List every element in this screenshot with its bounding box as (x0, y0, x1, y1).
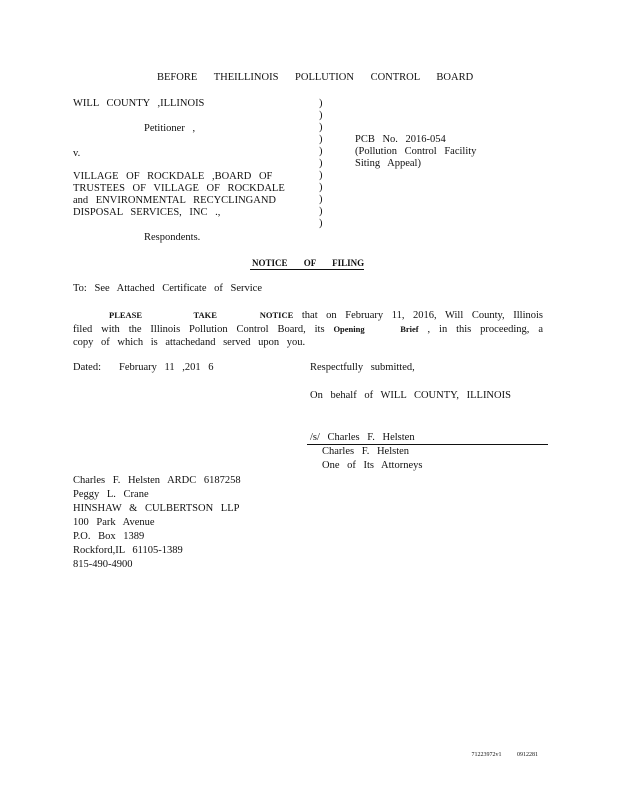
signature-role: One of Its Attorneys (322, 460, 423, 471)
versus-label: v. (73, 148, 81, 159)
attorney-block (73, 474, 241, 572)
case-type-line: (Pollution Control Facility (355, 146, 477, 157)
attorney-line: Charles F. Helsten ARDC 6187258 (73, 475, 241, 486)
respondents-label: Respondents. (144, 232, 201, 243)
caption-paren: ) (319, 110, 323, 121)
caption-paren: ) (319, 122, 323, 133)
respondents-line: TRUSTEES OF VILLAGE OF ROCKDALE (73, 183, 285, 194)
attorney-line: 100 Park Avenue (73, 517, 155, 528)
petitioner-party: WILL COUNTY ,ILLINOIS (73, 98, 205, 109)
attorney-line: HINSHAW & CULBERTSON LLP (73, 503, 240, 514)
case-number: PCB No. 2016-054 (355, 134, 446, 145)
caption-paren: ) (319, 206, 323, 217)
attorney-line: 815-490-4900 (73, 559, 133, 570)
attorney-line: P.O. Box 1389 (73, 531, 145, 542)
dated-value: February 11 ,201 6 (119, 362, 214, 373)
bold-take: TAKE (193, 310, 217, 320)
notice-title: NOTICE OF FILING (252, 258, 365, 268)
caption-paren: ) (319, 218, 323, 229)
footer-doc-id: 71223972v1 0912281 (471, 752, 538, 758)
respondents-line: DISPOSAL SERVICES, INC ., (73, 207, 221, 218)
signature-line (307, 444, 548, 445)
caption-paren: ) (319, 158, 323, 169)
case-type-line: Siting Appeal) (355, 158, 421, 169)
caption-paren: ) (319, 134, 323, 145)
notice-body (73, 309, 543, 350)
bold-opening: Opening (333, 323, 365, 334)
attorney-line: Rockford,IL 61105-1389 (73, 545, 183, 556)
attorney-line: Peggy L. Crane (73, 489, 149, 500)
board-title: BEFORE THEILLINOIS POLLUTION CONTROL BOARD (157, 72, 474, 83)
caption-paren: ) (319, 146, 323, 157)
caption-paren: ) (319, 194, 323, 205)
case-info-block (355, 134, 476, 170)
signature-signed: /s/ Charles F. Helsten (310, 432, 415, 443)
to-line: To: See Attached Certificate of Service (73, 283, 262, 294)
notice-title-underline (250, 269, 364, 270)
respectfully-submitted: Respectfully submitted, (310, 362, 415, 373)
on-behalf: On behalf of WILL COUNTY, ILLINOIS (310, 390, 511, 401)
caption-paren: ) (319, 170, 323, 181)
bold-please: PLEASE (109, 310, 143, 320)
caption-paren-column (319, 98, 327, 230)
caption-paren: ) (319, 182, 323, 193)
respondents-line: VILLAGE OF ROCKDALE ,BOARD OF (73, 171, 273, 182)
body-part2: , in this proceeding, a copy of which is attachedand served upon you. (73, 323, 543, 348)
petitioner-label: Petitioner , (144, 123, 196, 134)
body-part1: that on February 11, 2016, Will County, Illinois filed with the Illinois Pollution Control Board, its (73, 310, 544, 335)
caption-paren: ) (319, 98, 323, 109)
signature-name: Charles F. Helsten (322, 446, 410, 457)
dated-label: Dated: (73, 362, 101, 373)
respondents-line: and ENVIRONMENTAL RECYCLINGAND (73, 195, 276, 206)
bold-brief: Brief (400, 323, 419, 334)
bold-notice: NOTICE (259, 310, 294, 320)
respondents-block (73, 171, 285, 219)
